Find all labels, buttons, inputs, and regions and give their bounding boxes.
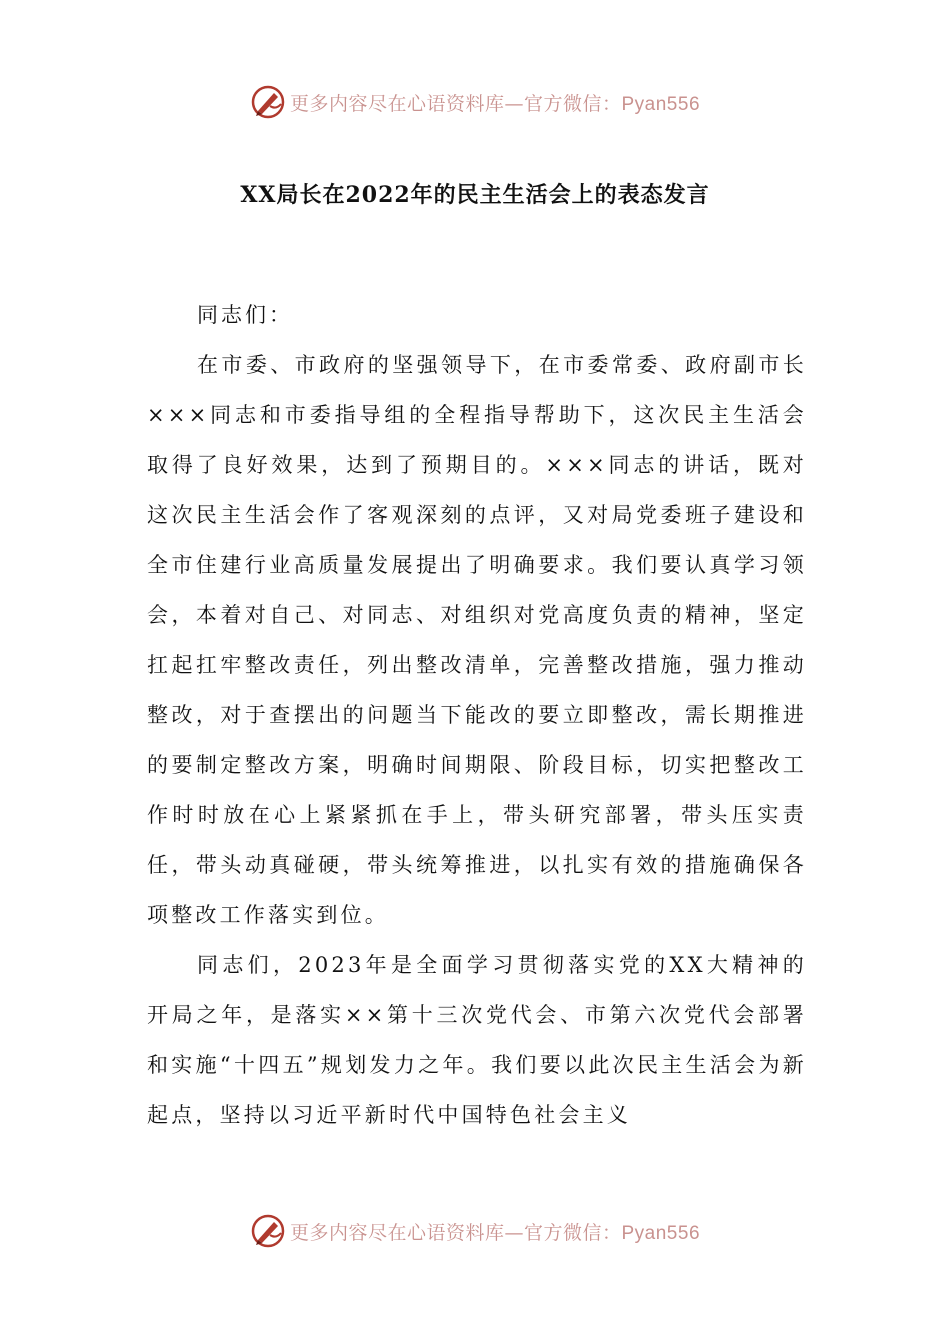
document-title: XX局长在2022年的民主生活会上的表态发言 xyxy=(240,182,710,208)
salutation: 同志们： xyxy=(197,303,293,327)
watermark-text: 更多内容尽在心语资料库—官方微信：Pyan556 xyxy=(289,92,701,115)
document-body xyxy=(147,290,807,1140)
watermark-wechat-id: Pyan556 xyxy=(621,93,701,115)
watermark-banner-top xyxy=(0,82,950,122)
pen-logo-icon xyxy=(250,1213,286,1249)
watermark-text: 更多内容尽在心语资料库—官方微信：Pyan556 xyxy=(289,1221,701,1244)
pen-logo-icon xyxy=(250,84,286,120)
paragraph-2: 同志们，2023年是全面学习贯彻落实党的XX大精神的开局之年，是落实××第十三次党代会、市第六次党代会部署和实施“十四五”规划发力之年。我们要以此次民主生活会为新起点，坚持以习近平新时代中国特色社会主义 xyxy=(147,953,807,1127)
paragraph-1: 在市委、市政府的坚强领导下，在市委常委、政府副市长×××同志和市委指导组的全程指导帮助下，这次民主生活会取得了良好效果，达到了预期目的。×××同志的讲话，既对这次民主生活会作了客观深刻的点评，又对局党委班子建设和全市住建行业高质量发展提出了明确要求。我们要认真学习领会，本着对自己、对同志、对组织对党高度负责的精神，坚定扛起扛牢整改责任，列出整改清单，完善整改措施，强力推动整改，对于查摆出的问题当下能改的要立即整改，需长期推进的要制定整改方案，明确时间期限、阶段目标，切实把整改工作时时放在心上紧紧抓在手上，带头研究部署，带头压实责任，带头动真碰硬，带头统筹推进，以扎实有效的措施确保各项整改工作落实到位。 xyxy=(147,353,807,927)
watermark-banner-bottom xyxy=(0,1211,950,1251)
watermark-wechat-id: Pyan556 xyxy=(621,1222,701,1244)
